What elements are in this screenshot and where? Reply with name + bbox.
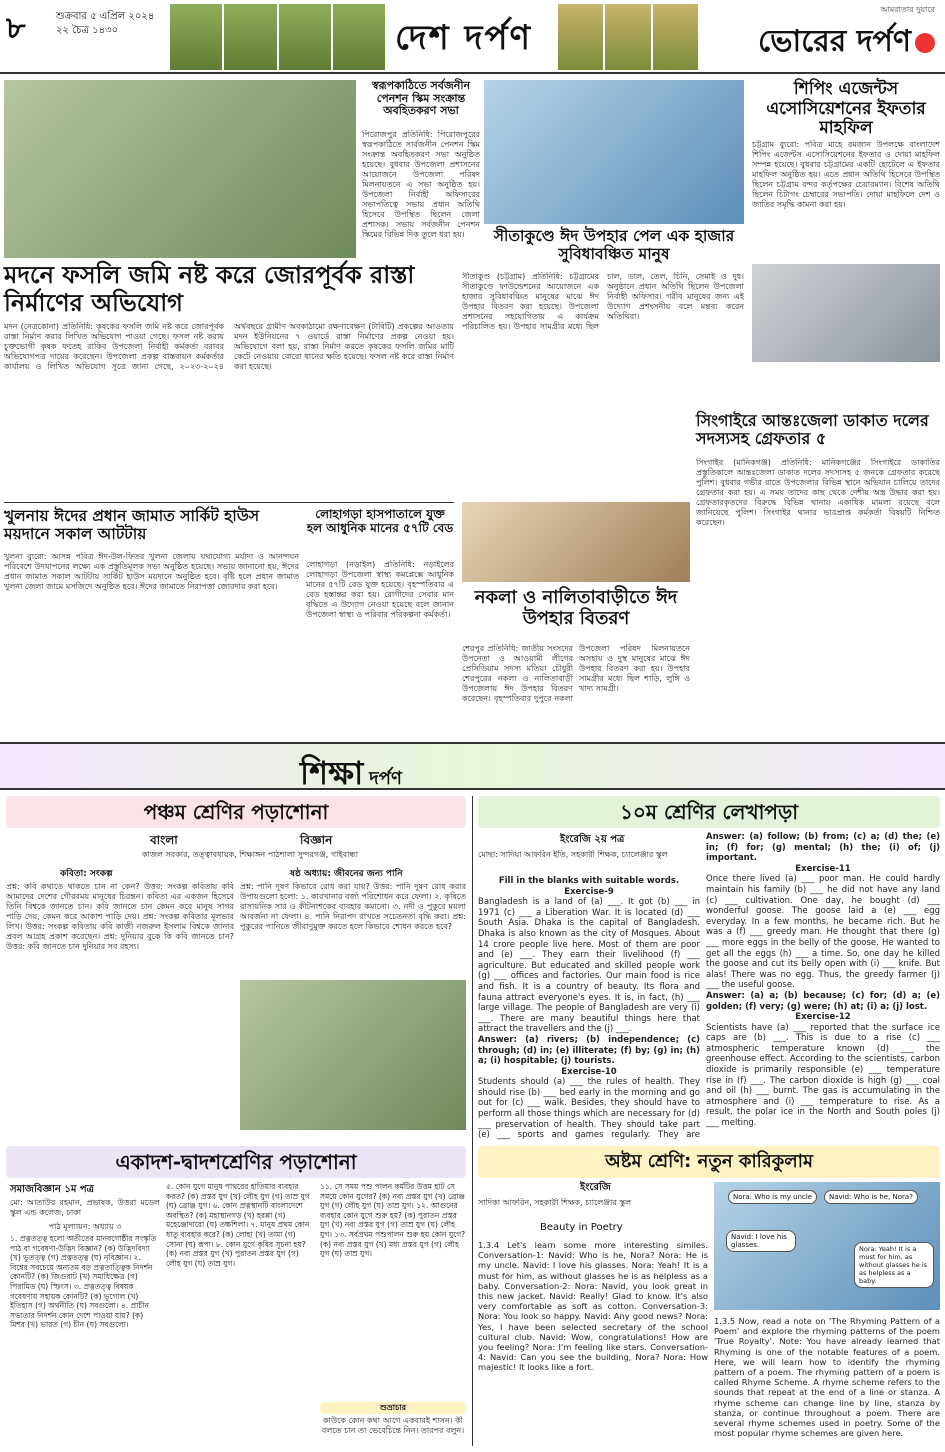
education-banner [0,742,945,790]
class8-right-body: 1.3.5 Now, read a note on 'The Rhyming Pattern of a Poem' and explore the rhyming patterns of the poem 'True Royalty'. Note: You have already learned that Rhyming is one of the notable features of a poem. Here, we will learn how to identify the rhyming pattern of a poem. The rhyming pattern of a poem is called Rhyme Scheme. A rhyme scheme refers to the sounds that repeat at the end of a line or stanza. A rhyme scheme can change line by line, stanza by stanza, or continue throughout a poem. There are several rhyme schemes used in poetry. Some of the most popular rhyme schemes are given here. [714,1316,940,1439]
nokla-body: শেরপুর প্রতিনিধি: জাতীয় সংসদের উপনেতা ও আওয়ামী লীগের প্রেসিডিয়াম সদস্য মতিয়া চৌধুরী শেরপুরের নকলা ও নালিতাবাড়ী উপজেলায় ঈদ উপহার বিতরণ করেছেন। বৃহস্পতিবার দুপুরে নকলা উপজেলা পরিষদ মিলনায়তনে অসহায় ও দুস্থ মানুষের মাঝে ঈদ উপহার বিতরণ করা হয়। উপহার সামগ্রীর মধ্যে ছিল শাড়ি, লুঙ্গি ও খাদ্য সামগ্রী। [462,644,690,703]
class8-title: অষ্টম শ্রেণি: নতুন কারিকুলাম [478,1146,940,1178]
class11-mcq-col1: ১. প্রত্নতত্ত্ব হলো অতীতের মানবগোষ্ঠীর সংস্কৃতি পাঠ বা গবেষণা-উদ্ভিদ বিজ্ঞান? (ক) উদ্ভিদবিদ্যা (খ) ভূতত্ত্ব (গ) প্রত্নতত্ত্ব (ঘ) নৃবিজ্ঞান। ২. বিশ্বের সবচেয়ে অন্যতম বড় প্রত্নতাত্ত্বিক নিদর্শন কোনটি? (ক) জিগুরাট (খ) সমাধিক্ষেত্র (গ) পিরামিড (ঘ) স্ফিংস। ৩. প্রত্নতত্ত্ব বিষয়ক গবেষণায় সহায়ক কোনটি? (ক) ভূগোল (খ) ইতিহাস (গ) অর্থনীতি (ঘ) সবগুলো। ৪. প্রাচীন সভ্যতার নিদর্শন কোন দেশে পাওয়া যায়? (ক) মিশর (খ) ভারত (গ) চীন (ঘ) সবগুলো। [10,1234,157,1330]
farmland-headline: মদনে ফসলি জমি নষ্ট করে জোরপূর্বক রাস্তা নির্মাণের অভিযোগ [4,261,415,317]
exercise10-title: Exercise-10 [561,1066,617,1077]
brand-tagline: আমরাতার দুয়ারে [880,5,935,14]
farmland-body: মদন (নেত্রকোনা) প্রতিনিধি: কৃষকের ফসলি জমি নষ্ট করে জোরপূর্বক রাস্তা নির্মাণ করার লিখিত অভিযোগ পাওয়া গেছে। ফসল নষ্ট করায় চুক্তভোগী কৃষক ফতেহ রাকিব উপজেলা নির্বাহী কর্মকর্তা বরাবর অভিযোগপত্র দায়ের করেছেন। উপজেলা প্রকল্প বাস্তবায়ন কর্মকর্তার কার্যালয় ও লিখিত অভিযোগ সূত্রে জানা গেছে, ২০২৩-২০২৪ অর্থবছরে গ্রামীণ অবকাঠামো রক্ষণাবেক্ষণ (টাবিটি) প্রকল্পের আওতায় মদন ইউনিয়নের ৭ ওয়ার্ডে রাস্তা নির্মাণের প্রকল্প নেওয়া হয়। অভিযোগে বলা হয়, রাস্তা নির্মাণ করতে কৃষকের ফসলি জমির মাটি কেটে নেওয়ায় বোরো ধানের ক্ষতি হয়েছে। ফসল নষ্ট করে রাস্তা নির্মাণ করা হয়েছে। [4,322,454,371]
speech-bubble-1: Nora: Who is my uncle [728,1190,817,1204]
singair-body: সিংগাইর (মানিকগঞ্জ) প্রতিনিধি: মানিকগঞ্জের সিংগাইরে ডাকাতির প্রস্তুতিকালে আন্তঃজেলা ডাকাত দলের সদস্যসহ ৫ জনকে গ্রেফতার করেছে পুলিশ। বুধবার গভীর রাতে উপজেলার বিভিন্ন স্থানে অভিযান চালিয়ে তাদের গ্রেফতার করা হয়। এ সময় তাদের কাছ থেকে দেশীয় অস্ত্র উদ্ধার করা হয়। গ্রেফতারকৃতদের বিরুদ্ধে বিভিন্ন থানায় একাধিক মামলা রয়েছে বলে জানিয়েছে পুলিশ। সিংগাইর থানার ভারপ্রাপ্ত কর্মকর্তা বিষয়টি নিশ্চিত করেছেন। [696,458,940,527]
class5-right-topic: ষষ্ঠ অধ্যায়: জীবনের জন্য পানি [290,869,403,879]
lohagara-body: লোহাগড়া (নড়াইল) প্রতিনিধি: নড়াইলের লোহাগড়া উপজেলা স্বাস্থ্য কমপ্লেক্সে আধুনিক মানের ৫৭টি বেড যুক্ত হয়েছে। বৃহস্পতিবার এ বেড হস্তান্তর করা হয়। রোগীদের সেবার মান বৃদ্ধিতে এ উদ্যোগ নেওয়া হয়েছে বলে জানান উপজেলা স্বাস্থ্য ও পরিবার পরিকল্পনা কর্মকর্তা। [306,560,454,619]
exercise9-body: Bangladesh is a land of (a) ___. It got (b) ___ in 1971 (c) ___ a Liberation War. It is located (d) ___ South Asia. Dhaka is the capital of Bangladesh. Dhaka is also known as the city of Mosques. About 14 crore people live here. Most of them are poor and (e) ___. They earn their livelihood (f) ___ agriculture. But educated and skilled people work (g) ___ offices and factories. Our main food is rice and fish. It is a country of beauty. Its flora and fauna attract everyone's eyes. It is, in fact, (h) ___ large village. The people of Bangladesh are very (i) ___. There are many beautiful things here that attract the travellers and the (j) ___. [478,897,700,1035]
brand-name: ভোরের দর্পণ [758,17,935,68]
dateline [56,10,154,38]
class11-mcq-col2: ৫. কোন যুগে মানুষ পাথরের হাতিয়ার ব্যবহার করত? (ক) প্রস্তর যুগ (খ) লৌহ যুগ (গ) তাম্র যুগ (ঘ) ব্রোঞ্জ যুগ। ৬. কোন প্রত্নস্থানটি বাংলাদেশে অবস্থিত? (ক) মহাস্থানগড় (খ) হরপ্পা (গ) মহেঞ্জোদারো (ঘ) তক্ষশিলা। ৭. মানুষ প্রথম কোন ধাতু ব্যবহার করে? (ক) লোহা (খ) তামা (গ) সোনা (ঘ) রূপা। ৮. কোন যুগে কৃষির সূচনা হয়? (ক) নব্য প্রস্তর যুগ (খ) পুরাতন প্রস্তর যুগ (গ) লৌহ যুগ (ঘ) তাম্র যুগ। [166,1182,310,1268]
iftar-body: চট্টগ্রাম ব্যুরো: পবিত্র মাহে রমজান উপলক্ষে বাংলাদেশ শিপিং এজেন্টস এসোসিয়েশনের ইফতার ও দোয়া মাহফিল সম্পন্ন হয়েছে। বুধবার চট্টগ্রামের একটি হোটেলে এ ইফতার মাহফিল অনুষ্ঠিত হয়। এতে প্রধান অতিথি হিসেবে উপস্থিত ছিলেন চট্টগ্রাম বন্দর কর্তৃপক্ষের চেয়ারম্যান। বিশেষ অতিথি ছিলেন চিটাগং চেম্বারের সভাপতি। দোয়া মাহফিলে দেশ ও জাতির সমৃদ্ধি কামনা করা হয়। [752,140,940,209]
singair-headline: সিংগাইরে আন্তঃজেলা ডাকাত দলের সদস্যসহ গ্রেফতার ৫ [696,411,929,449]
lohagara-headline: লোহাগড়া হাসপাতালে যুক্ত হল আধুনিক মানের ৫৭টি বেড [306,507,454,535]
exercise11-answer: Answer: (a) a; (b) because; (c) for; (d) a; (e) golden; (f) very; (g) were; (h) at; (i) a; (j) lost. [706,990,940,1012]
exercise11-title: Exercise-11 [795,863,851,874]
class10-left-column [478,876,700,1140]
pension-headline: স্বরূপকাঠিতে সর্বজনীন পেনশন স্কিম সংক্রান্ত অবহিতকরণ সভা [371,79,471,118]
nokla-headline: নকলা ও নালিতাবাড়ীতে ঈদ উপহার বিতরণ [474,587,678,629]
nokla-photo [462,502,690,582]
education-banner-title: শিক্ষা দর্পণ [300,754,402,792]
brand [758,4,935,68]
iftar-headline: শিপিং এজেন্টস এসোসিয়েশনের ইফতার মাহফিল [766,79,926,139]
class5-subject-right: বিজ্ঞান [300,833,333,847]
class5-subject-left: বাংলা [150,833,178,847]
class10-instruction: Fill in the blanks with suitable words. [498,876,680,886]
exercise12-body: Scientists have (a) ___ reported that the surface ice caps are (b) ___. This is due to a rise (c) ___ atmospheric temperature known (d) ___ the greenhouse effect. According to the scientists, carbon dioxide is primarily responsible (e) ___ temperature rise in (f) ___. The carbon dioxide is high (g) ___ coal and oil (h) ___ burnt. The gas is accumulating in the atmosphere and (i) ___ temperature to rise. As a result, the polar ice in the North and South poles (j) ___ melting. [706,1022,940,1129]
class11-footer-title: শুভ্রাচার [320,1402,466,1414]
class5-title: পঞ্চম শ্রেণির পড়াশোনা [6,796,466,828]
sitakunda-body: সীতাকুণ্ড (চট্টগ্রাম) প্রতিনিধি: চট্টগ্রামের সীতাকুণ্ডে ফাউন্ডেশনের আয়োজনে এক হাজার সুবিধাবঞ্চিত মানুষের মাঝে ঈদ উপহার বিতরণ করা হয়েছে। উপজেলা প্রশাসনের সহযোগিতায় এ কার্যক্রম পরিচালিত হয়। উপহার সামগ্রীর মধ্যে ছিল চাল, ডাল, তেল, চিনি, সেমাই ও দুধ। অনুষ্ঠানে প্রধান অতিথি ছিলেন উপজেলা নির্বাহী অফিসার। গরীব মানুষের জন্য এই উদ্যোগ প্রশংসনীয় বলে মন্তব্য করেন অতিথিরা। [462,272,744,331]
masthead [0,0,945,74]
sitakunda-headline: সীতাকুণ্ডে ঈদ উপহার পেল এক হাজার সুবিধাবঞ্চিত মানুষ [493,227,735,263]
class5-left-body: প্রশ্ন: কবি কথাতে থাকতে চান না কেন? উত্তর: সংকল্প কবিতায় কবি আমাদের দেশের গৌরবময় মানুষের চিরন্তন। কবিতা এর একজন হিসেবে তিনি বিশ্বকে জানতে চান। কবি জানতে চান কেমন করে মানুষ সাগর পাড়ি দেয়, কেমন করে আকাশ পাড়ি দেয়। প্রশ্ন: সংকল্প কবিতার মূলভাব লিখ। উত্তর: সংকল্প কবিতায় কবি কাজী নজরুল ইসলাম বিশ্বকে জানার প্রবল আগ্রহ প্রকাশ করেছেন। প্রশ্ন: দুনিয়ার বুকে কি কবি জানতে চান? উত্তর: কবি জানতে চান দুনিয়ার সব রহস্য। [6,882,234,951]
pension-body: পিরোজপুর প্রতিনিধি: পিরোজপুরের স্বরূপকাঠিতে সার্বজনীন পেনশন স্কিম সংক্রান্ত অবহিতকরণ সভা অনুষ্ঠিত হয়েছে। বুধবার উপজেলা প্রশাসনের আয়োজনে উপজেলা পরিষদ মিলনায়তনে এ সভা অনুষ্ঠিত হয়। উপজেলা নির্বাহী অফিসারের সভাপতিত্বে সভায় প্রধান অতিথি হিসেবে উপস্থিত ছিলেন জেলা প্রশাসক। সভায় সর্বজনীন পেনশন স্কিমের বিভিন্ন দিক তুলে ধরা হয়। [362,130,480,239]
divider-khulna [4,502,454,503]
exercise11-body: Once there lived (a) ___ poor man. He could hardly maintain his family (b) ___ he did not have any land (c) ___ cultivation. One day, he bought (d) ___ wonderful goose. The goose laid a (e) ___ egg everyday. In a few months, he became rich. But he was a (f) ___ greedy man. He thought that there (g) ___ more eggs in the belly of the goose. He wanted to get all the eggs (h) ___ a time. So, one day he killed the goose and cut its belly open with (i) ___ knife. But alas! There was no egg. Thus, the greedy farmer (j) ___ the useful goose. [706,874,940,991]
class10-subject: ইংরেজি ২য় পত্র [560,834,625,845]
class11-title: একাদশ-দ্বাদশশ্রেণির পড়াশোনা [6,1146,466,1178]
water-pollution-illustration [240,980,466,1130]
class8-subject: ইংরেজি [580,1182,611,1193]
class8-chapter: Beauty in Poetry [540,1222,623,1233]
class11-mcq-col3: ১১. সে সময় পশু পালন কর্মটির উত্তম হাট সে সময়ে কোন যুগের? (ক) নব্য প্রস্তর যুগ (খ) ব্রোঞ্জ যুগ (গ) লৌহ যুগ (ঘ) তাম্র যুগ। ১২. আগুনের ব্যবহার কোন যুগে শুরু হয়? (ক) পুরাতন প্রস্তর যুগ (খ) নব্য প্রস্তর যুগ (গ) তাম্র যুগ (ঘ) লৌহ যুগ। ১৩. সর্বপ্রথম পশুপালন শুরু হয় কোন যুগে? (ক) নব্য প্রস্তর যুগ (খ) মধ্য প্রস্তর যুগ (গ) লৌহ যুগ (ঘ) তাম্র যুগ। [320,1182,466,1259]
class5-teacher: কাজল সরকার, তত্ত্বাবধায়ক, শিক্ষাঙ্গন পাঠশালা সুন্দরগঞ্জ, গাইবান্ধা [141,850,359,859]
class11-subject: সমাজবিজ্ঞান ১ম পত্র [10,1184,95,1195]
class10-right-column [706,832,940,1140]
class10-teacher: মোছা: সাদিয়া আফরিন ইতি, সহকারী শিক্ষক, চ্যালেঞ্জার স্কুল [478,850,668,859]
speech-bubble-3: Navid: I love his glasses. [726,1230,796,1252]
khulna-headline: খুলনায় ঈদের প্রধান জামাত সার্কিট হাউস ময়দানে সকাল আটটায় [4,507,260,543]
class11-lesson: পাঠ মূল্যায়ন: অধ্যায় ৩ [48,1222,122,1231]
class8-left-body: 1.3.4 Let's learn some more interesting similes. Conversation-1: Navid: Who is he, Nora? Nora: He is my uncle. Navid: I love his glasses. Nora: Yeah! It is a must for him, as without glasses he is as helpless as a baby. Conversation-2: Nora: Navid, you look great in this new jacket. Navid: Really! Glad to know. It's also very comfortable as soft as cotton. Conversation-3: Nora: You look so happy. Navid: Any good news? Nora: Yes, I have been selected secretary of the school cultural club. Navid: Wow, congratulations! How are you feeling? Nora: I'm feeling like stars. Conversation-4: Navid: Can you see the building, Nora? Nora: How majestic! It looks like a fort. [478,1240,708,1373]
conversation-illustration [714,1182,940,1310]
section-title: দেশ দর্পণ [395,18,533,58]
exercise10-answer: Answer: (a) follow; (b) from; (c) a; (d) the; (e) in; (f) for; (g) mental; (h) the; (i) of; (j) important. [706,832,940,864]
speech-bubble-2: Navid: Who is he, Nora? [824,1190,918,1204]
header-photo-strip-right [558,4,698,70]
column-divider [472,796,473,1446]
class11-teacher: মো: আতাউর রহমান, প্রভাষক, উত্তরা মডেল স্কুল এন্ড কলেজ, ঢাকা [10,1198,160,1217]
khulna-body: খুলনা ব্যুরো: আসন্ন পবিত্র ঈদ-উল-ফিতর খুলনা জেলায় যথাযোগ্য মর্যাদা ও আনন্দঘন পরিবেশে উদযাপনের লক্ষ্যে এক প্রস্তুতিমূলক সভা অনুষ্ঠিত হয়েছে। সভায় জানানো হয়, ঈদের প্রধান জামাত সকাল আটটায় সার্কিট হাউস ময়দানে অনুষ্ঠিত হবে। বৃষ্টি হলে প্রধান জামাত খুলনা জেলা জামে মসজিদে অনুষ্ঠিত হবে। ঈদের জামাতে নিরাপত্তা জোরদার করা হবে। [4,552,299,591]
class5-right-body: প্রশ্ন: পানি দূষণ কিভাবে রোধ করা যায়? উত্তর: পানি দূষণ রোধ করার উপায়গুলো হলো: ১. কারখানার বর্জ্য পরিশোধন করে ফেলা। ২. কৃষিতে রাসায়নিক সার ও কীটনাশকের ব্যবহার কমানো। ৩. নদী ও পুকুরে ময়লা আবর্জনা না ফেলা। ৪. পানি নিরাপদ রাখতে সচেতনতা বৃদ্ধি করা। প্রশ্ন: পুকুরের পানিতে জীবাণুমুক্ত করতে হলে কিভাবে শোধন করতে হবে? [240,882,466,931]
class5-left-topic: কবিতা: সংকল্প [60,869,113,879]
exercise9-title: Exercise-9 [564,886,614,897]
exercise12-title: Exercise-12 [795,1012,851,1023]
page-number: ৮ [6,11,26,46]
speech-bubble-4: Nora: Yeah! It is a must for him, as without glasses he is as helpless as a baby. [854,1242,934,1288]
date-gregorian: শুক্রবার ৫ এপ্রিল ২০২৪ [56,11,155,22]
class11-footer-body: কাউকে কোন কথা আগে একবারই শাসন। কী বলতে চান তা ভেবেচিন্তে নিন। তারপর বলুন। [321,1416,465,1435]
sitakunda-photo [484,80,744,224]
date-bengali: ২২ চৈত্র ১৪৩০ [56,25,119,36]
header-photo-strip-left [170,4,385,70]
class8-teacher: সাদিকা আফরিন, সহকারী শিক্ষক, চ্যালেঞ্জার স্কুল [478,1198,632,1207]
exercise9-answer: Answer: (a) rivers; (b) independence; (c) through; (d) in; (e) illiterate; (f) by; (g) in; (h) a; (i) hospitable; (j) tourists. [478,1034,700,1067]
farmland-photo [4,80,356,258]
sun-logo-icon [915,33,935,53]
exercise10-body: Students should (a) ___ the rules of health. They should rise (b) ___ bed early in the morning and go out for (c) ___ walk. Besides, they should have to perform all those things which are necessary for (d) ___ preservation of health. They should take part (e) ___ sports and games regularly. They are [478,1077,700,1140]
iftar-photo [752,264,940,362]
class10-title: ১০ম শ্রেণির লেখাপড়া [478,796,940,828]
